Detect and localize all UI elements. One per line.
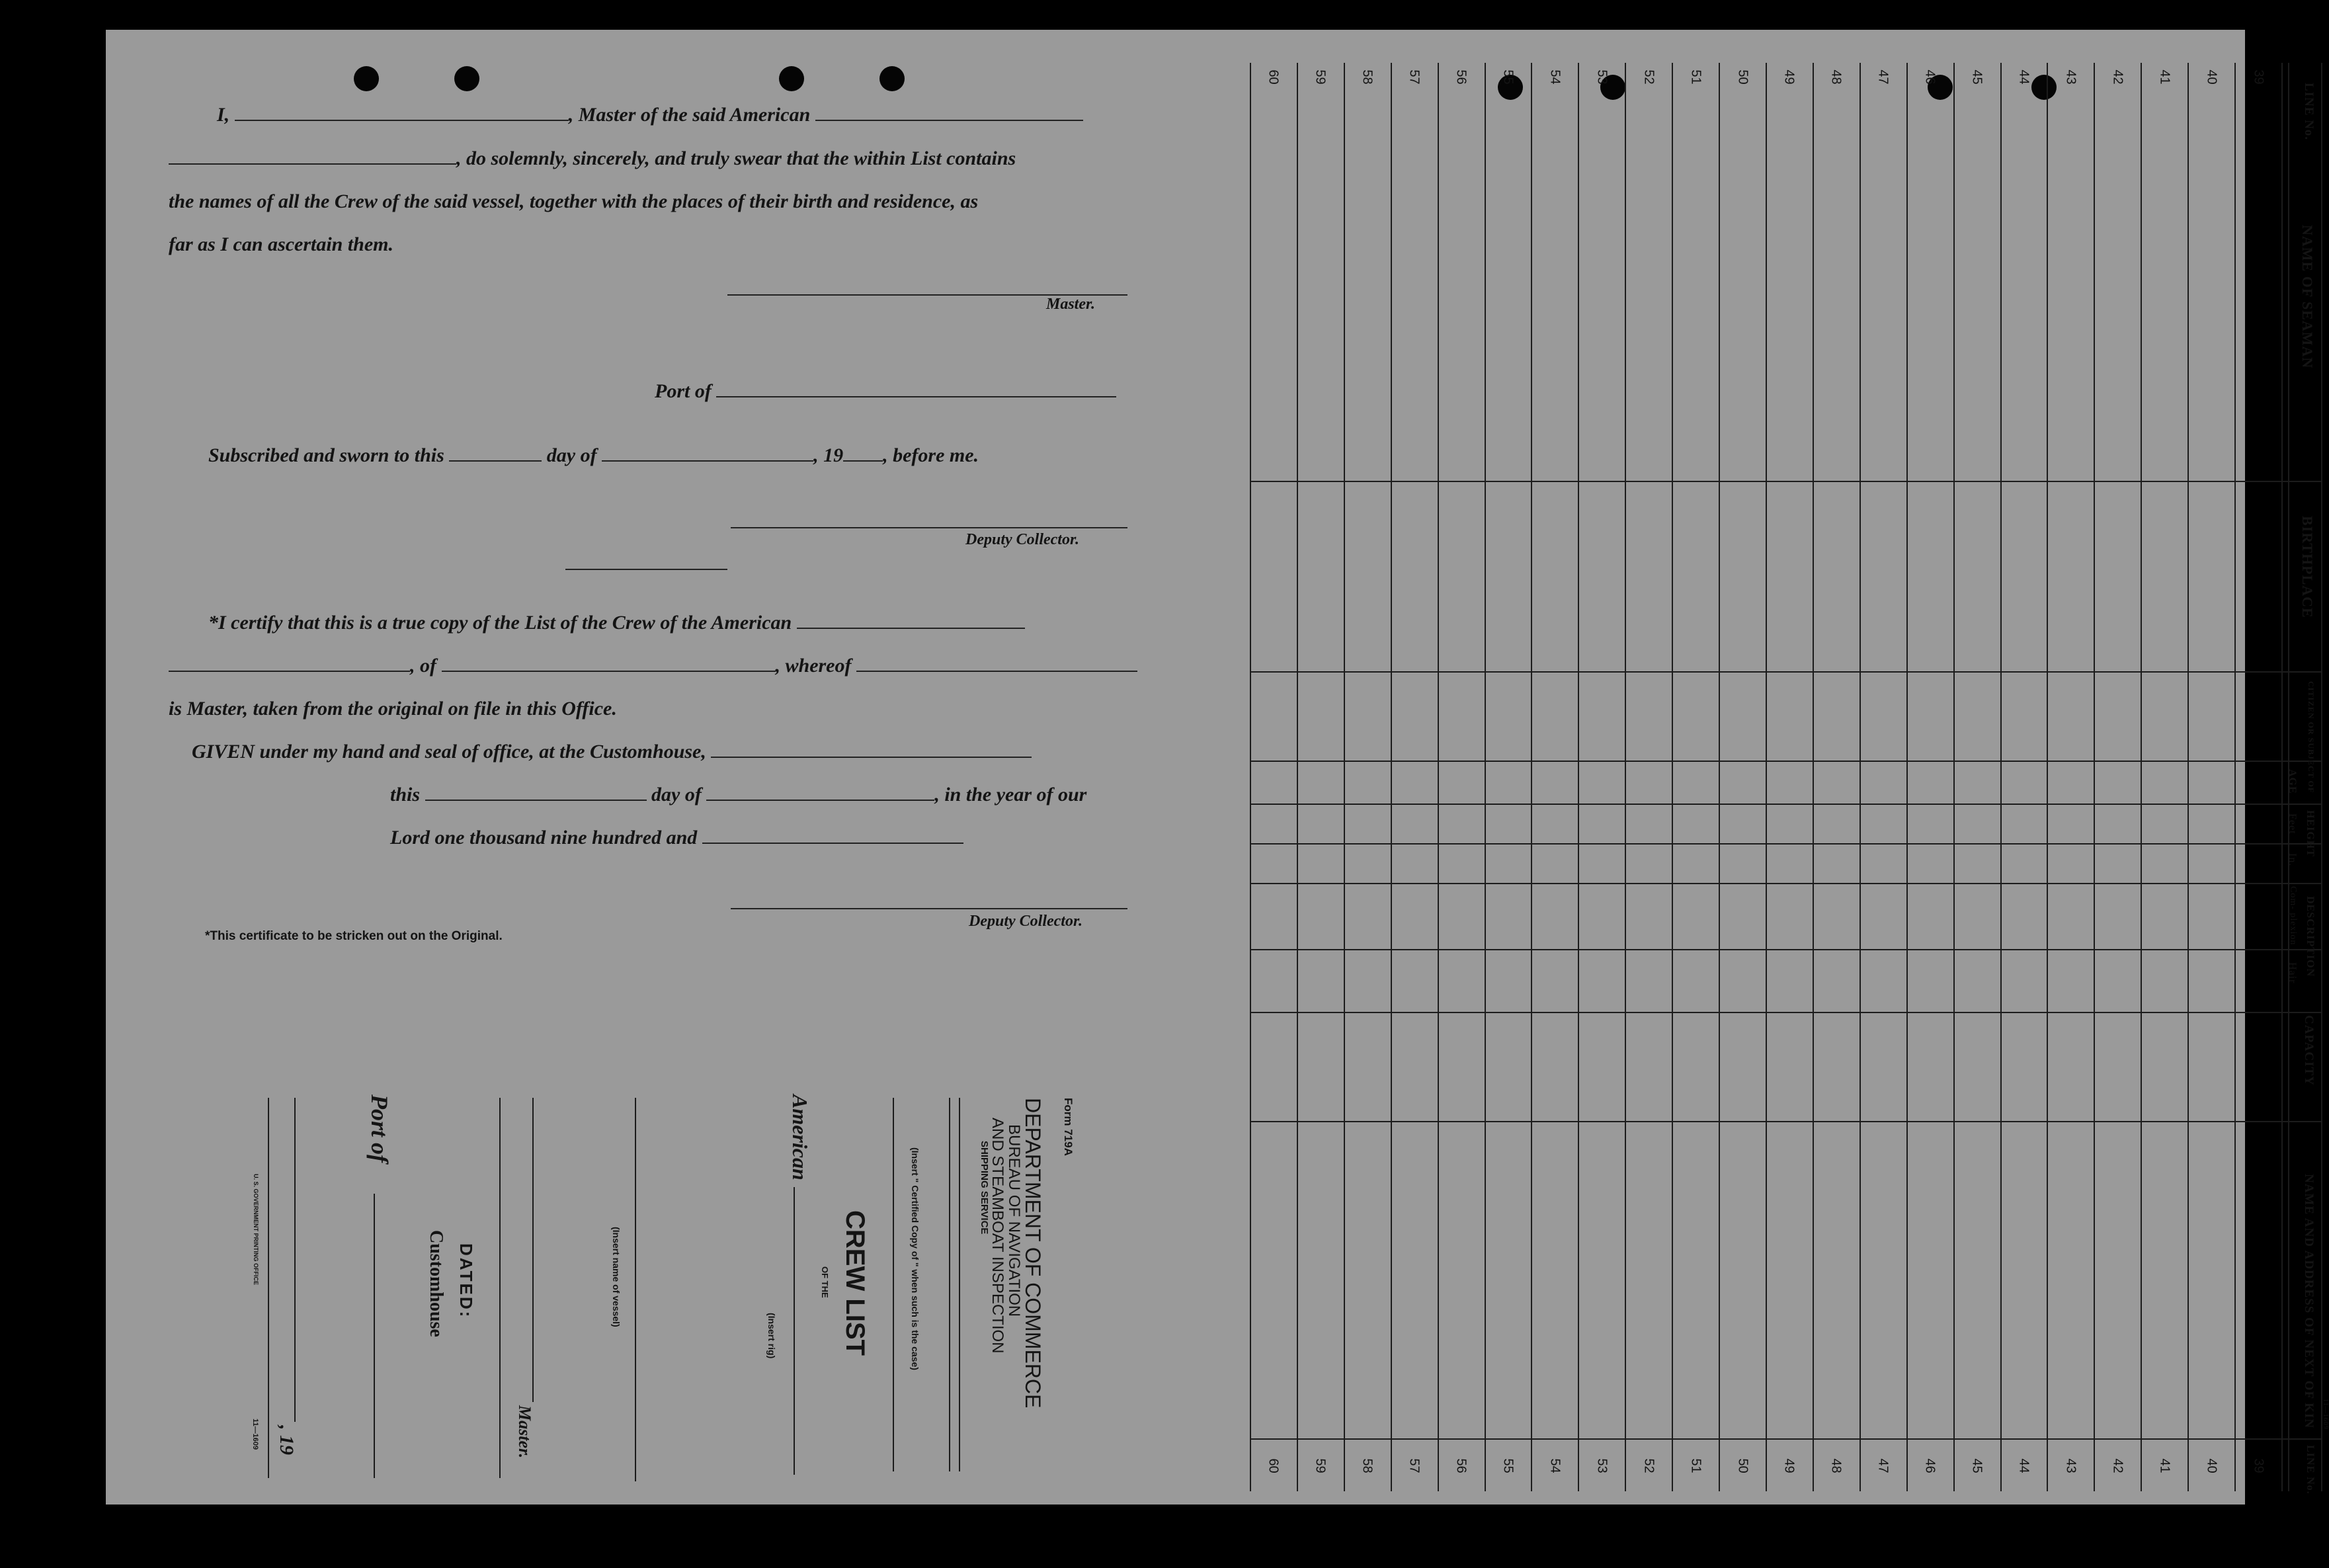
master-cover-field[interactable] <box>532 1098 534 1402</box>
line-number-42: 42 <box>2110 1458 2125 1473</box>
deputy-collector-label: Deputy Collector. <box>965 531 1079 548</box>
line-number-60: 60 <box>1266 1458 1281 1473</box>
line-number-53: 53 <box>1594 69 1610 85</box>
line-number-58: 58 <box>1360 69 1375 85</box>
cover-date-field[interactable] <box>294 1098 296 1422</box>
punch-hole <box>779 66 804 91</box>
row-divider <box>1391 63 1392 1491</box>
header-next-of-kin: NAME AND ADDRESS OF NEXT OF KIN <box>2302 1174 2316 1429</box>
line-number-51: 51 <box>1688 1458 1703 1473</box>
line-number-43: 43 <box>2063 69 2078 85</box>
cert-home-port-field[interactable] <box>442 656 776 672</box>
crew-table <box>1250 63 2329 1495</box>
section-divider-complexion <box>1250 949 2321 950</box>
vessel-name-cover-field[interactable] <box>635 1098 636 1481</box>
cover-rule <box>499 1098 501 1478</box>
master-name-field[interactable] <box>235 105 569 121</box>
american-label: American <box>788 1094 812 1180</box>
row-divider <box>1672 63 1673 1491</box>
cover-master-label: Master. <box>515 1405 534 1459</box>
row-divider <box>2047 63 2048 1491</box>
line-number-45: 45 <box>1969 69 1984 85</box>
table-code: 11—1609 <box>2322 1399 2329 1430</box>
section-divider-birthplace <box>1250 671 2321 673</box>
header-line-no: LINE No. <box>2302 83 2316 141</box>
line-number-50: 50 <box>1735 1458 1750 1473</box>
row-divider <box>2234 63 2236 1491</box>
certificate-line3: is Master, taken from the original on file in this Office. <box>169 698 617 720</box>
cover-rule <box>959 1098 960 1471</box>
cover-rule <box>893 1098 894 1471</box>
line-number-56: 56 <box>1453 69 1469 85</box>
line-number-55: 55 <box>1500 1458 1516 1473</box>
line-number-48: 48 <box>1828 1458 1844 1473</box>
sworn-year-field[interactable] <box>843 446 883 462</box>
cert-deputy-collector-signature-line[interactable] <box>731 908 1127 909</box>
section-divider-citizen <box>1250 761 2321 762</box>
header-description: DESCRIPTION <box>2305 896 2316 977</box>
port-of-label: Port of <box>655 380 712 402</box>
printing-office-label: U. S. GOVERNMENT PRINTING OFFICE <box>253 1174 259 1286</box>
crew-list-title: CREW LIST <box>840 1210 870 1356</box>
row-divider <box>1906 63 1908 1491</box>
header-birthplace: BIRTHPLACE <box>2299 516 2316 618</box>
insert-name-note: (Insert name of vessel) <box>611 1227 622 1327</box>
cover-rule <box>949 1098 950 1471</box>
customhouse-label: Customhouse <box>426 1230 446 1337</box>
master-label: Master. <box>1046 296 1096 313</box>
line-number-55: 55 <box>1500 69 1516 85</box>
cert-master-field[interactable] <box>856 656 1137 672</box>
year-19-label: , 19 <box>813 444 844 466</box>
cert-vessel-type-field[interactable] <box>797 613 1025 629</box>
line-number-52: 52 <box>1641 69 1656 85</box>
row-divider <box>1578 63 1579 1491</box>
line-number-44: 44 <box>2016 1458 2031 1473</box>
crew-list-form-sheet <box>106 30 2329 1505</box>
line-number-39: 39 <box>2251 69 2266 85</box>
line-number-47: 47 <box>1875 69 1891 85</box>
certificate-line1: *I certify that this is a true copy of the List of the Crew of the American <box>208 612 792 634</box>
section-divider-hair <box>1250 1012 2321 1013</box>
section-divider-feet <box>1250 843 2321 845</box>
line-number-41: 41 <box>2157 69 2172 85</box>
cert-this-label: this <box>390 784 421 805</box>
certificate-footnote: *This certificate to be stricken out on the Original. <box>205 929 503 943</box>
line-number-59: 59 <box>1313 1458 1328 1473</box>
punch-hole <box>879 66 905 91</box>
line-number-53: 53 <box>1594 1458 1610 1473</box>
cert-day-of-label: day of <box>651 784 702 805</box>
oath-line4: far as I can ascertain them. <box>169 233 394 255</box>
line-number-46: 46 <box>1922 1458 1938 1473</box>
row-divider <box>2000 63 2002 1491</box>
row-divider <box>1719 63 1720 1491</box>
line-number-40: 40 <box>2204 69 2219 85</box>
line-number-54: 54 <box>1547 1458 1563 1473</box>
row-divider <box>1859 63 1861 1491</box>
line-number-51: 51 <box>1688 69 1703 85</box>
line-number-46: 46 <box>1922 69 1938 85</box>
department-title: DEPARTMENT OF COMMERCE <box>1021 1098 1045 1409</box>
header-hair: Hair <box>2287 962 2298 984</box>
row-divider <box>1485 63 1486 1491</box>
rig-field[interactable] <box>794 1187 795 1475</box>
section-divider-age <box>1250 804 2321 805</box>
line-number-59: 59 <box>1313 69 1328 85</box>
before-me-label: , before me. <box>883 444 979 466</box>
line-number-41: 41 <box>2157 1458 2172 1473</box>
cert-year-field[interactable] <box>702 828 963 844</box>
line-number-42: 42 <box>2110 69 2125 85</box>
header-complexion: Com- plexion <box>2288 886 2298 946</box>
punch-hole <box>354 66 379 91</box>
deputy-collector-signature-line[interactable] <box>731 527 1127 528</box>
bureau-line1: BUREAU OF NAVIGATION <box>1005 1124 1023 1317</box>
vessel-type-field[interactable] <box>815 105 1083 121</box>
header-capacity: CAPACITY <box>2302 1015 2316 1086</box>
header-inches: In. <box>2287 853 2298 867</box>
table-left-border <box>1250 63 1251 1491</box>
row-divider <box>1297 63 1298 1491</box>
insert-rig-note: (Insert rig) <box>766 1313 777 1359</box>
port-field[interactable] <box>716 382 1116 397</box>
header-age: AGE <box>2287 769 2298 794</box>
day-of-label: day of <box>546 444 597 466</box>
section-divider-capacity <box>1250 1121 2321 1122</box>
line-number-43: 43 <box>2063 1458 2078 1473</box>
cover-port-of-label: Port of <box>366 1094 393 1163</box>
of-the-label: OF THE <box>820 1266 830 1298</box>
line-number-60: 60 <box>1266 69 1281 85</box>
cert-of-label: , of <box>410 655 436 677</box>
oath-line1: , Master of the said American <box>568 104 811 126</box>
vessel-name-field[interactable] <box>169 149 456 165</box>
line-number-45: 45 <box>1969 1458 1984 1473</box>
line-number-47: 47 <box>1875 1458 1891 1473</box>
bureau-line2: AND STEAMBOAT INSPECTION <box>989 1118 1006 1354</box>
row-divider <box>2094 63 2095 1491</box>
cert-vessel-name-field[interactable] <box>169 656 410 672</box>
cover-year-label: , 19 <box>276 1425 298 1455</box>
header-body-separator <box>2281 63 2283 1491</box>
line-number-48: 48 <box>1828 69 1844 85</box>
divider-line <box>565 569 727 570</box>
header-citizen: CITIZEN OR SUBJECT OF <box>2307 681 2316 794</box>
cover-rule <box>268 1098 269 1478</box>
form-number: Form 719A <box>1062 1098 1075 1156</box>
certificate-line6: Lord one thousand nine hundred and <box>390 827 698 848</box>
shipping-service: SHIPPING SERVICE <box>979 1141 990 1235</box>
header-feet: Feet <box>2287 813 2298 835</box>
row-divider <box>1766 63 1767 1491</box>
line-number-50: 50 <box>1735 69 1750 85</box>
cert-year-of-our-label: , in the year of our <box>934 784 1087 805</box>
section-divider-inches <box>1250 883 2321 884</box>
line-number-44: 44 <box>2016 69 2031 85</box>
sworn-day-field[interactable] <box>449 446 542 462</box>
line-number-39: 39 <box>2251 1458 2266 1473</box>
certificate-line4: GIVEN under my hand and seal of office, at the Customhouse, <box>192 741 706 763</box>
line-number-57: 57 <box>1407 69 1422 85</box>
section-divider-kin <box>1250 1438 2321 1440</box>
oath-i: I, <box>217 104 230 126</box>
line-number-54: 54 <box>1547 69 1563 85</box>
oath-line3: the names of all the Crew of the said vessel, together with the places of their birth and residence, as <box>169 190 979 212</box>
row-divider <box>1531 63 1532 1491</box>
cert-month-field[interactable] <box>706 785 934 801</box>
section-divider-name <box>1250 481 2321 482</box>
header-height: HEIGHT <box>2305 810 2316 857</box>
line-number-56: 56 <box>1453 1458 1469 1473</box>
line-number-49: 49 <box>1781 69 1797 85</box>
cover-port-field[interactable] <box>374 1194 375 1478</box>
line-number-57: 57 <box>1407 1458 1422 1473</box>
insert-certified-note: (Insert " Certified Copy of " when such is the case) <box>910 1147 920 1370</box>
row-divider <box>1813 63 1814 1491</box>
line-number-40: 40 <box>2204 1458 2219 1473</box>
row-divider <box>1344 63 1345 1491</box>
row-divider <box>1438 63 1439 1491</box>
subscribed-label: Subscribed and sworn to this <box>208 444 444 466</box>
row-divider <box>2141 63 2142 1491</box>
sworn-month-field[interactable] <box>602 446 813 462</box>
oath-line2: , do solemnly, sincerely, and truly swear that the within List contains <box>456 147 1016 169</box>
dated-label: DATED: <box>456 1243 476 1319</box>
row-divider <box>2187 63 2189 1491</box>
cert-day-field[interactable] <box>425 785 647 801</box>
table-right-border <box>2321 63 2322 1491</box>
row-divider <box>1953 63 1955 1491</box>
cert-deputy-collector-label: Deputy Collector. <box>969 913 1083 930</box>
punch-hole <box>454 66 479 91</box>
cert-whereof-label: , whereof <box>775 655 852 677</box>
row-divider <box>1625 63 1626 1491</box>
header-name-of-seaman: NAME OF SEAMAN <box>2299 225 2316 369</box>
cover-code: 11—1609 <box>251 1419 259 1450</box>
line-number-49: 49 <box>1781 1458 1797 1473</box>
line-number-52: 52 <box>1641 1458 1656 1473</box>
line-number-58: 58 <box>1360 1458 1375 1473</box>
customhouse-field[interactable] <box>711 742 1032 758</box>
footer-line-no: LINE No. <box>2305 1445 2316 1495</box>
